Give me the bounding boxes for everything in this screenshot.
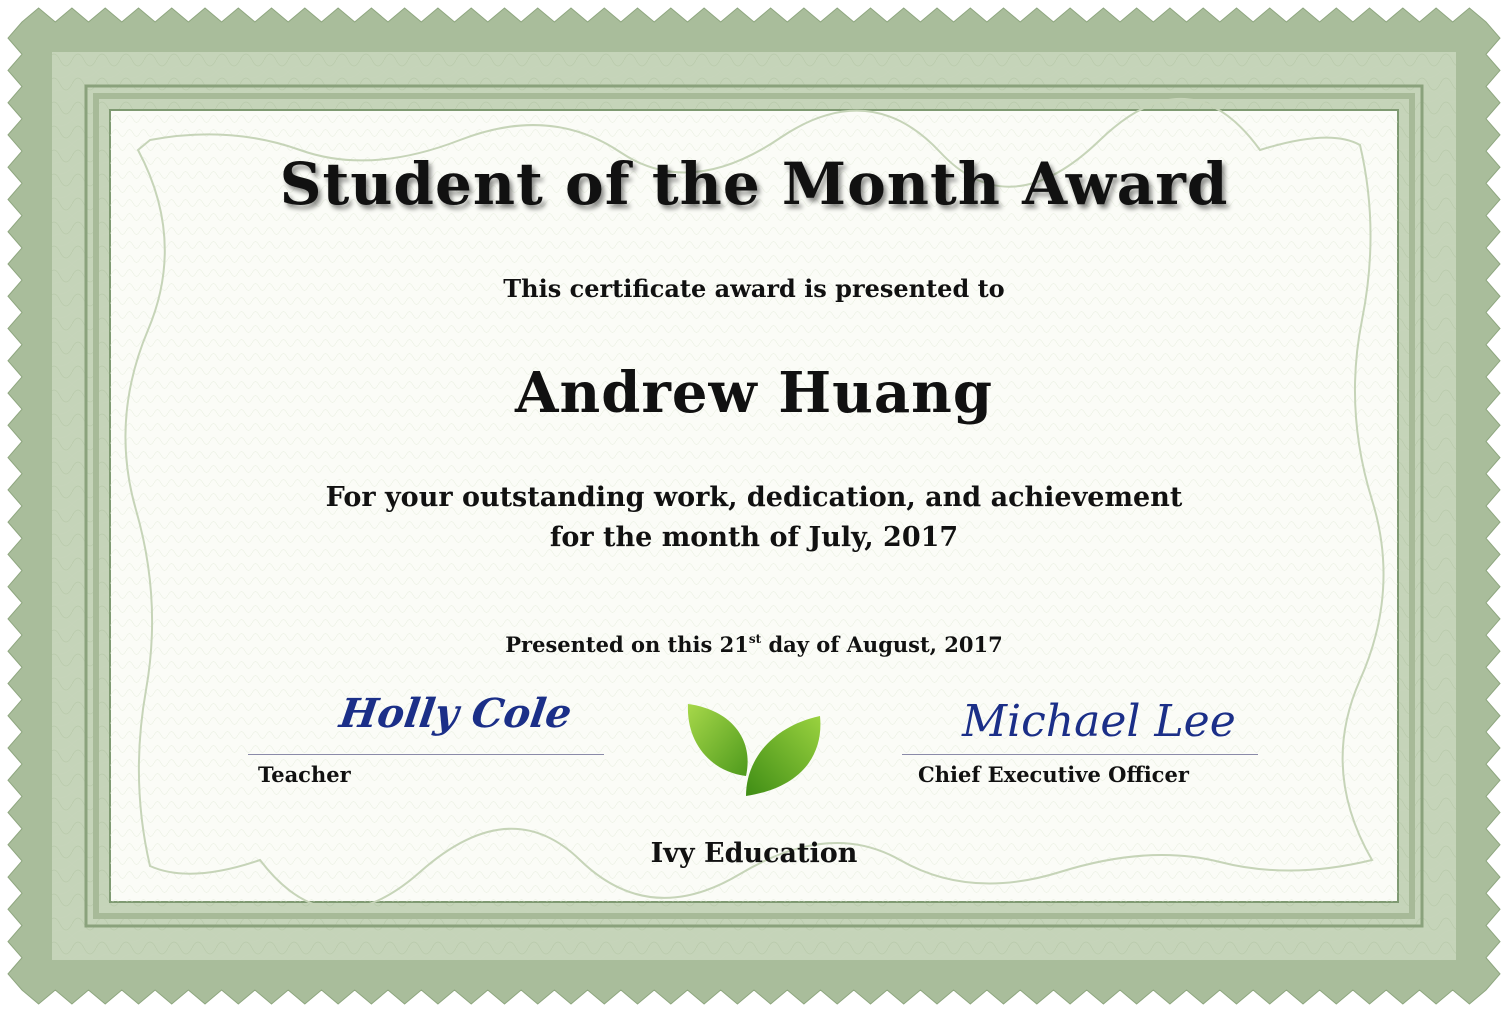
presentation-date [300,632,1208,657]
award-reason [200,478,1308,558]
award-reason-line-1: For your outstanding work, dedication, and achievement [325,482,1183,513]
ceo-role: Chief Executive Officer [918,762,1189,787]
date-rest: day of August, 2017 [761,632,1003,657]
organization-name: Ivy Education [650,838,858,869]
date-prefix: Presented on this 21 [505,632,749,657]
recipient-name: Andrew Huang [515,360,993,426]
teacher-signature-line [248,754,604,755]
teacher-signature: Holly Cole [336,690,575,737]
presented-to-text: This certificate award is presented to [503,274,1005,303]
date-ordinal-suffix: st [748,632,762,646]
leaves-icon [682,700,827,800]
teacher-role: Teacher [258,762,351,787]
certificate-title: Student of the Month Award [279,150,1229,218]
ceo-signature: Michael Lee [962,696,1236,747]
award-reason-line-2: for the month of July, 2017 [549,522,959,553]
ceo-signature-line [902,754,1258,755]
